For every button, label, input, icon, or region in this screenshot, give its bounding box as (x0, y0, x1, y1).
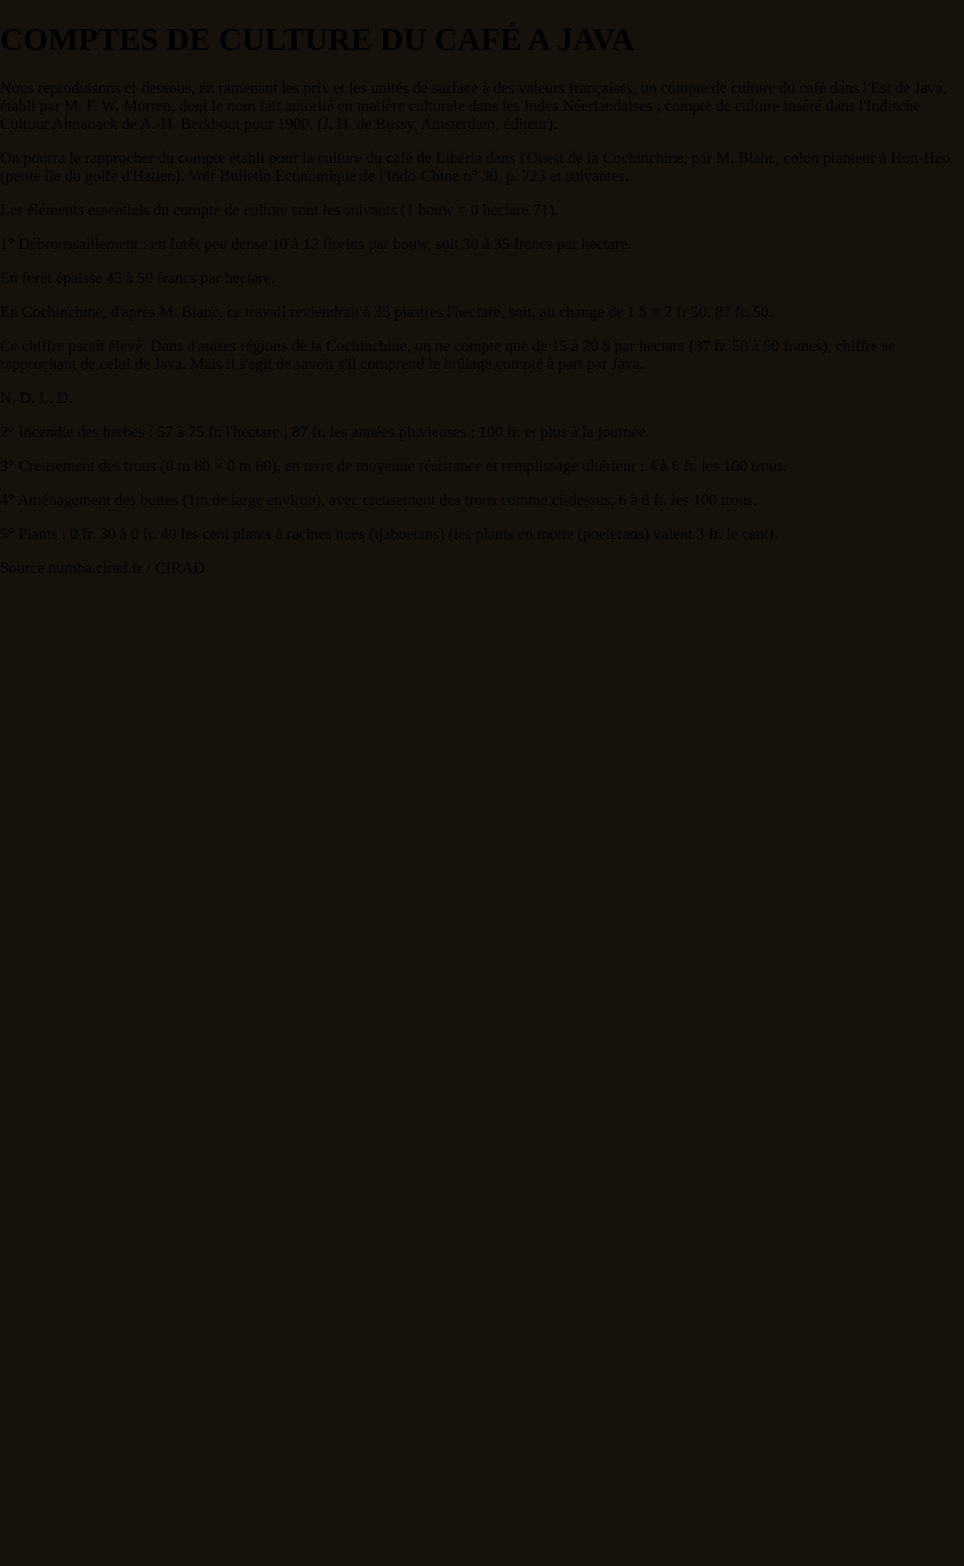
paragraph-comparison: On pourra le rapprocher du compte établi pour la culture du café de Libéria dans l'Ouest de la Cochinchine, par M. Blanc, colon planteur à Hon-Héo (petite île du golfe d'Hatien). Voir Bulletin Economique de l'Indo-Chine n° 30, p. 723 et suivantes. (0, 149, 951, 185)
note-signature: N. D. L. D. (0, 389, 73, 407)
paragraph-item-2: 2° Incendie des herbes : 57 à 75 fr. l'hectare ; 87 fr. les années pluvieuses ; 100 fr. et plus à la journée. (0, 423, 650, 441)
paragraph-item-3: 3° Creusement des trous (0 m 60 × 0 m 60), en terre de moyenne résistance et remplissage ultérieur : 4 à 6 fr. les 100 trous. (0, 457, 788, 475)
note-paragraph-2: Ce chiffre paraît élevé. Dans d'autres régions de la Cochinchine, on ne compte que de 15 à 20 $ par hectare (37 fr. 50 à 50 francs), chiffre se rapprochant de celui de Java. Mais il s'agit de savoir s'il comprend le brûlage compté à part par Java. (0, 337, 896, 373)
paragraph-elements: Les éléments essentiels du compte de culture sont les suivants (1 bouw = 0 hectare 71). (0, 201, 559, 219)
paragraph-intro: Nous reproduisons ci-dessous, en ramenant les prix et les unités de surface à des valeurs françaises, un compte de culture du café dans l'Est de Java, établi par M. F. W. Morren, dont le nom fait autorité en matière culturale dans les Indes Néerlandaises ; compte de culture inséré dans l'Indische Cultuur Almanack de A.-H. Berkhout pour 1900. (J. H. de Bussy, Amsterdam, éditeur). (0, 79, 947, 133)
paragraph-item-1b: En forêt épaisse 45 à 50 francs par hectare. (0, 269, 275, 287)
source-attribution-text: Source numba.cirad.fr / CIRAD (0, 559, 205, 577)
page-title: COMPTES DE CULTURE DU CAFÉ A JAVA (0, 21, 635, 58)
note-paragraph-1: En Cochinchine, d'après M. Blanc, ce travail reviendrait à 35 piastres l'hectare, soit, au change de 1 $ = 2 fr 50, 87 fr. 50. (0, 303, 773, 321)
paragraph-item-4: 4° Aménagement des buttes (1m de large environ), avec creusement des trous comme ci-dessus, 6 à 8 fr. les 100 trous. (0, 491, 758, 509)
paragraph-item-1: 1° Débroussaillement : en forêt peu dense 10 à 12 florins par bouw, soit 30 à 35 francs par hectare. (0, 235, 632, 253)
paragraph-item-5: 5° Plants : 0 fr. 30 à 0 fr. 40 les cent plants à racines nues (tjaboetans) (les plants en motte (poeterans) valent 3 fr. le cent). (0, 525, 778, 543)
